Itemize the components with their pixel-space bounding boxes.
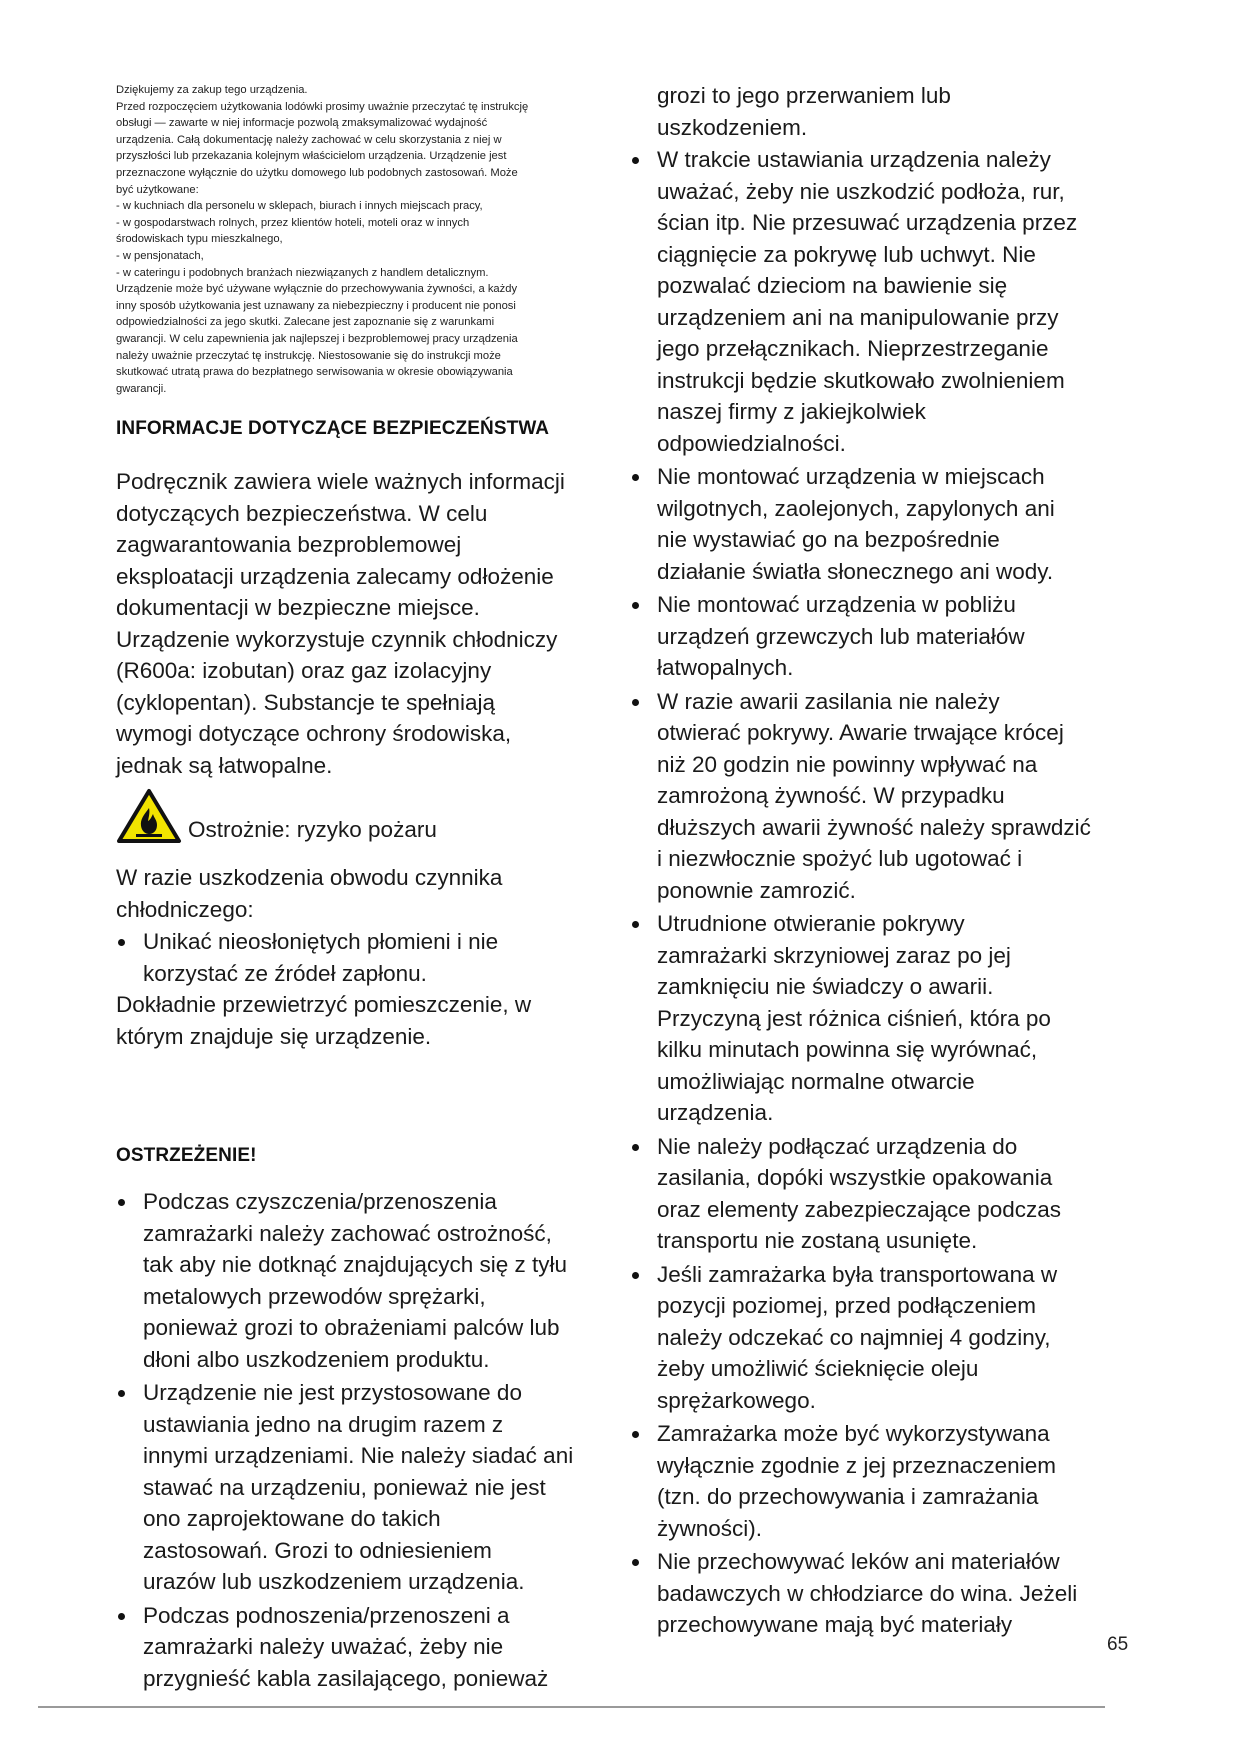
page-number: 65 — [1107, 1634, 1129, 1655]
bullet-icon — [632, 1272, 639, 1279]
list-item — [116, 1377, 606, 1598]
text-line: kilku minutach powinna się wyrównać, — [657, 1037, 1038, 1062]
fire-bullet-list — [116, 926, 606, 989]
text-line: nie wystawiać go na bezpośrednie — [657, 527, 1000, 552]
list-item — [630, 1546, 1150, 1641]
text-line: W razie uszkodzenia obwodu czynnika — [116, 865, 503, 890]
bullet-icon — [632, 921, 639, 928]
bullet-icon — [632, 699, 639, 706]
bullet-icon — [118, 1199, 125, 1206]
text-line: zamknięciu nie świadczy o awarii. — [657, 974, 994, 999]
text-line: przygnieść kabla zasilającego, ponieważ — [143, 1665, 549, 1691]
intro-line: - w pensjonatach, — [116, 249, 204, 262]
list-item — [630, 1259, 1150, 1417]
text-line: otwierać pokrywy. Awarie trwające krócej — [657, 720, 1064, 745]
text-line: Podręcznik zawiera wiele ważnych informacji — [116, 469, 565, 494]
list-item — [116, 926, 606, 989]
text-line: Urządzenie nie jest przystosowane do — [143, 1380, 522, 1405]
list-item — [116, 1600, 606, 1695]
text-line: zamrożoną żywność. W przypadku — [657, 783, 1005, 808]
intro-line: przeznaczone wyłącznie do użytku domowego lub podobnych zastosowań. Może — [116, 166, 518, 179]
warning-bullet-list-left — [116, 1186, 606, 1696]
list-item — [630, 144, 1150, 459]
text-line: jednak są łatwopalne. — [116, 752, 333, 778]
text-line: chłodniczego: — [116, 896, 254, 922]
text-line: Nie montować urządzenia w miejscach — [657, 464, 1045, 489]
safety-heading: INFORMACJE DOTYCZĄCE BEZPIECZEŃSTWA — [116, 418, 550, 439]
text-line: dokumentacji w bezpieczne miejsce. — [116, 595, 480, 620]
intro-line: środowiskach typu mieszkalnego, — [116, 233, 283, 246]
list-item — [630, 461, 1150, 587]
intro-line: gwarancji. — [116, 382, 167, 395]
safety-paragraph — [116, 466, 606, 781]
text-line: łatwopalnych. — [657, 655, 794, 680]
intro-line: inny sposób użytkowania jest uznawany za niebezpieczny i producent nie ponosi — [116, 299, 516, 312]
text-line: wyłącznie zgodnie z jej przeznaczeniem — [657, 1452, 1056, 1478]
bullet-icon — [632, 1559, 639, 1566]
text-line: Unikać nieosłoniętych płomieni i nie — [143, 929, 499, 954]
text-line: (tzn. do przechowywania i zamrażania — [657, 1484, 1039, 1509]
bullet-icon — [632, 1144, 639, 1151]
text-line: innymi urządzeniami. Nie należy siadać ani — [143, 1443, 574, 1468]
intro-line: - w cateringu i podobnych branżach niezwiązanych z handlem detalicznym. — [116, 266, 489, 279]
text-line: przechowywane mają być materiały — [657, 1612, 1013, 1637]
text-line: i niezwłocznie spożyć lub ugotować i — [657, 846, 1023, 871]
text-line: Nie należy podłączać urządzenia do — [657, 1133, 1018, 1159]
text-line: ono zaprojektowane do takich — [143, 1506, 441, 1531]
text-line: (cyklopentan). Substancje te spełniają — [116, 689, 495, 715]
bullet-icon — [632, 602, 639, 609]
bullet-icon — [632, 474, 639, 481]
text-line: wymogi dotyczące ochrony środowiska, — [116, 721, 512, 746]
text-line: urządzeniem ani na manipulowanie przy — [657, 304, 1059, 330]
text-line: urządzenia. — [657, 1100, 774, 1125]
text-line: jego przełącznikach. Nieprzestrzeganie — [657, 336, 1049, 361]
text-line: odpowiedzialności. — [657, 430, 846, 456]
text-line: dłuższych awarii żywność należy sprawdzić — [657, 814, 1091, 840]
text-line: ustawiania jedno na drugim razem z — [143, 1411, 504, 1437]
intro-line: - w gospodarstwach rolnych, przez klientów hoteli, moteli oraz w innych — [116, 216, 470, 229]
text-line: wilgotnych, zaolejonych, zapylonych ani — [657, 495, 1055, 521]
text-line: Nie przechowywać leków ani materiałów — [657, 1549, 1060, 1574]
flammable-warning-icon — [116, 788, 182, 844]
text-line: Jeśli zamrażarka była transportowana w — [657, 1261, 1058, 1287]
intro-line: urządzenia. Całą dokumentację należy zachować w celu skorzystania z niej w — [116, 133, 502, 146]
text-line: umożliwiając normalne otwarcie — [657, 1068, 975, 1094]
intro-line: gwarancji. W celu zapewnienia jak najlepszej i bezproblemowej pracy urządzenia — [116, 332, 518, 345]
text-line: instrukcji będzie skutkowało zwolnieniem — [657, 367, 1065, 393]
intro-line: - w kuchniach dla personelu w sklepach, biurach i innych miejscach pracy, — [116, 200, 483, 213]
ventilate-text — [116, 989, 531, 1052]
text-line: zamrażarki należy zachować ostrożność, — [143, 1220, 552, 1246]
text-line: Utrudnione otwieranie pokrywy — [657, 911, 965, 936]
intro-line: Przed rozpoczęciem użytkowania lodówki prosimy uważnie przeczytać tę instrukcję — [116, 100, 529, 113]
text-line: zamrażarki należy uważać, żeby nie — [143, 1634, 504, 1659]
text-line: zamrażarki skrzyniowej zaraz po jej — [657, 942, 1011, 968]
intro-line: skutkować utratą prawa do bezpłatnego serwisowania w okresie obowiązywania — [116, 366, 513, 379]
footer-divider — [38, 1706, 1105, 1708]
text-line: ponieważ grozi to obrażeniami palców lub — [143, 1315, 560, 1340]
intro-line: należy uważnie przeczytać tę instrukcję. Niestosowanie się do instrukcji może — [116, 349, 501, 362]
text-line: urazów lub uszkodzeniem urządzenia. — [143, 1569, 525, 1594]
text-line: Dokładnie przewietrzyć pomieszczenie, w — [116, 992, 532, 1017]
text-line: pozycji poziomej, przed podłączeniem — [657, 1293, 1036, 1318]
text-line: żywności). — [657, 1515, 763, 1541]
text-line: ponownie zamrozić. — [657, 877, 856, 903]
text-line: (R600a: izobutan) oraz gaz izolacyjny — [116, 658, 492, 683]
text-line: sprężarkowego. — [657, 1387, 816, 1413]
bullet-icon — [632, 157, 639, 164]
intro-line: być użytkowane: — [116, 183, 199, 196]
intro-text — [116, 82, 596, 397]
text-line: pozwalać dzieciom na bawienie się — [657, 273, 1008, 298]
text-line: metalowych przewodów sprężarki, — [143, 1283, 486, 1309]
intro-line: Dziękujemy za zakup tego urządzenia. — [116, 84, 308, 96]
intro-line: obsługi — zawarte w niej informacje pozwolą zmaksymalizować wydajność — [116, 117, 488, 130]
warning-bullet-list-right — [630, 144, 1150, 1643]
list-item — [630, 1131, 1150, 1257]
text-line: żeby umożliwić ścieknięcie oleju — [657, 1356, 979, 1381]
text-line: zagwarantowania bezproblemowej — [116, 532, 462, 557]
list-item — [630, 686, 1150, 907]
list-item — [116, 1186, 606, 1375]
text-line: którym znajduje się urządzenie. — [116, 1023, 432, 1049]
text-line: naszej firmy z jakiejkolwiek — [657, 399, 926, 424]
text-line: Przyczyną jest różnica ciśnień, która po — [657, 1005, 1051, 1031]
text-line: W razie awarii zasilania nie należy — [657, 688, 1000, 714]
list-item — [630, 908, 1150, 1129]
bullet-icon — [118, 1613, 125, 1620]
text-line: Podczas podnoszenia/przenoszeni a — [143, 1602, 510, 1628]
text-line: W trakcie ustawiania urządzenia należy — [657, 147, 1051, 172]
text-line: Nie montować urządzenia w pobliżu — [657, 592, 1016, 617]
text-line: Podczas czyszczenia/przenoszenia — [143, 1189, 497, 1214]
text-line: Urządzenie wykorzystuje czynnik chłodniczy — [116, 626, 558, 652]
list-item — [630, 589, 1150, 684]
circuit-damage-text — [116, 862, 502, 925]
intro-line: Urządzenie może być używane wyłącznie do przechowywania żywności, a każdy — [116, 283, 518, 296]
text-line: uszkodzeniem. — [657, 114, 808, 140]
text-line: tak aby nie dotknąć znajdujących się z tyłu — [143, 1252, 567, 1277]
bullet-icon — [632, 1431, 639, 1438]
fire-warning-row — [116, 788, 437, 844]
text-line: działanie światła słonecznego ani wody. — [657, 558, 1054, 584]
text-line: uważać, żeby nie uszkodzić podłoża, rur, — [657, 178, 1065, 204]
text-line: Zamrażarka może być wykorzystywana — [657, 1421, 1050, 1446]
text-line: ścian itp. Nie przesuwać urządzenia przez — [657, 210, 1078, 235]
text-line: stawać na urządzeniu, ponieważ nie jest — [143, 1474, 546, 1500]
bullet-icon — [118, 939, 125, 946]
bullet-icon — [118, 1390, 125, 1397]
text-line: zasilania, dopóki wszystkie opakowania — [657, 1165, 1053, 1190]
text-line: dotyczących bezpieczeństwa. W celu — [116, 500, 488, 526]
left-column — [116, 82, 596, 1691]
text-line: eksploatacji urządzenia zalecamy odłożenie — [116, 563, 554, 589]
intro-line: odpowiedzialności za jego skutki. Zalecane jest zapoznanie się z warunkami — [116, 316, 495, 329]
intro-line: przyszłości lub przekazania kolejnym właścicielom urządzenia. Urządzenie jest — [116, 150, 507, 163]
list-item — [630, 1418, 1150, 1544]
text-line: zastosowań. Grozi to odniesieniem — [143, 1537, 492, 1563]
text-line: niż 20 godzin nie powinny wpływać na — [657, 751, 1038, 777]
text-line: korzystać ze źródeł zapłonu. — [143, 960, 427, 986]
warning-heading: OSTRZEŻENIE! — [116, 1145, 257, 1166]
text-line: grozi to jego przerwaniem lub — [657, 83, 951, 108]
continued-bullet-text — [630, 80, 951, 143]
text-line: dłoni albo uszkodzeniem produktu. — [143, 1346, 490, 1372]
text-line: transportu nie zostaną usunięte. — [657, 1228, 978, 1253]
text-line: należy odczekać co najmniej 4 godziny, — [657, 1324, 1051, 1350]
text-line: urządzeń grzewczych lub materiałów — [657, 623, 1025, 649]
text-line: oraz elementy zabezpieczające podczas — [657, 1196, 1061, 1222]
text-line: ciągnięcie za pokrywę lub uchwyt. Nie — [657, 241, 1036, 267]
text-line: badawczych w chłodziarce do wina. Jeżeli — [657, 1580, 1078, 1606]
fire-warning-text: Ostrożnie: ryzyko pożaru — [188, 817, 437, 842]
